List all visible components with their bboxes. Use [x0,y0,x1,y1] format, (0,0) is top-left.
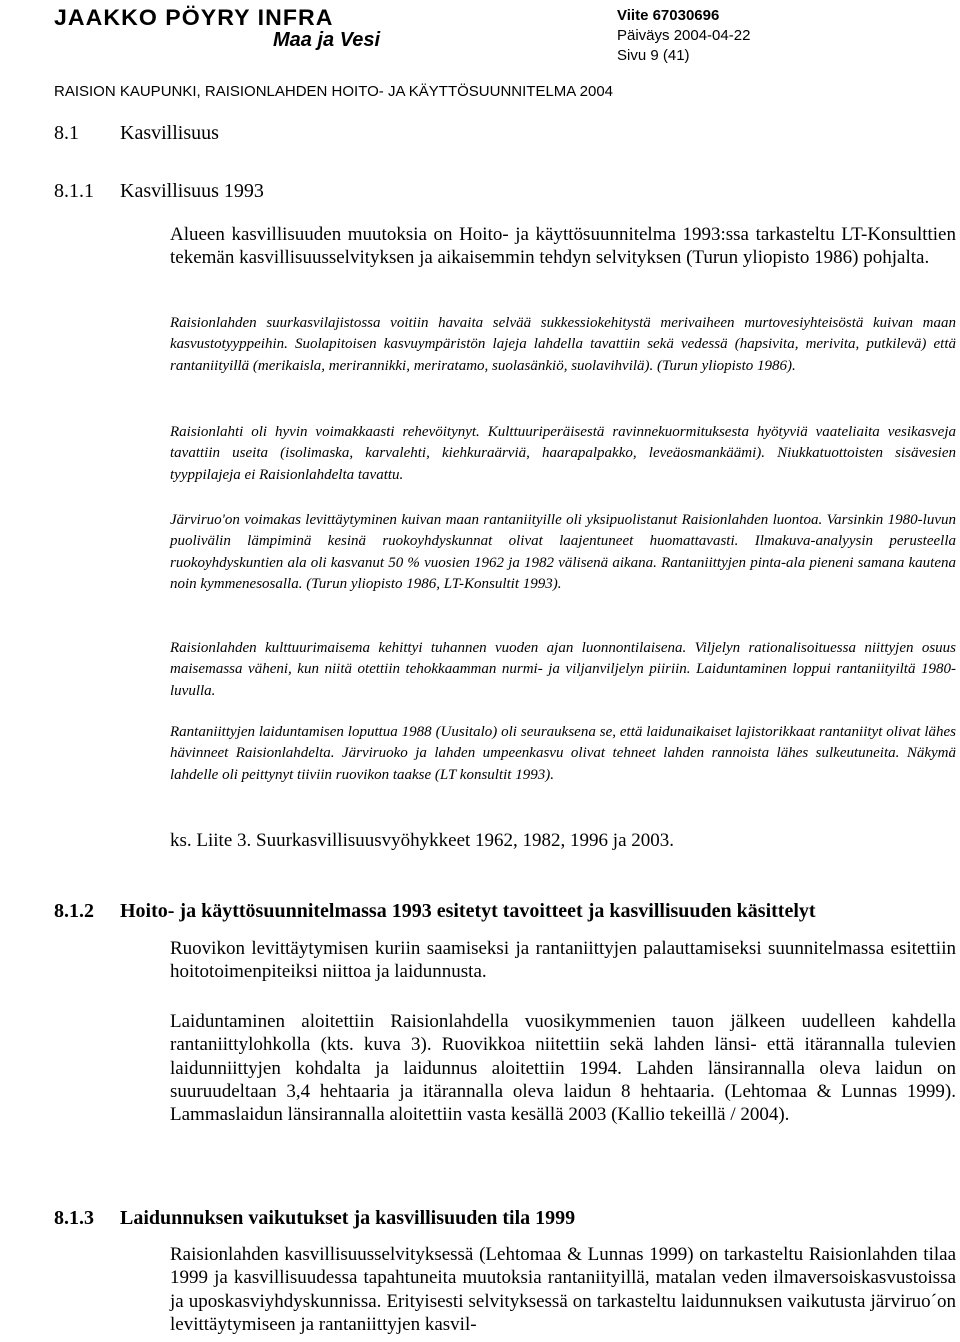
subsection-number: 8.1.2 [54,900,94,922]
quote-paragraph-1: Raisionlahden suurkasvilajistossa voitiin havaita selvää sukkessiokehitystä merivaiheen murtovesiyhteisöstä kuivan maan kasvustotyyppeihin. Suolapitoisen kasvuympäristön lajeja lahdella tavattiin sekä vedessä (hapsivita, merivita, putkilevä) että rantaniityillä (merikaisla, merirannikki, meriratamo, suolasänkiö, suolavihvilä). (Turun yliopisto 1986). [170,315,956,374]
subsection-number: 8.1.1 [54,180,94,202]
section-heading [54,122,219,145]
body-paragraph-1: Ruovikon levittäytymisen kuriin saamiseksi ja rantaniittyjen palauttamiseksi suunnitelmassa esitettiin hoitotoimenpiteiksi niittoa ja laidunnusta. [170,938,956,983]
body-paragraph-3: Raisionlahden kasvillisuusselvityksessä (Lehtomaa & Lunnas 1999) on tarkasteltu Raisionlahden tilaa 1999 ja kasvillisuudessa tapahtuneita muutoksia rantaniityillä, matalan veden ilmaversoiskasvustoissa ja uposkasviyhdyskunnissa. Erityisesti selvityksessä on tarkasteltu laidunnuksen vaikutusta järviruo´on levittäytymiseen ja rantaniittyjen kasvil- [170,1244,956,1335]
appendix-reference: ks. Liite 3. Suurkasvillisuusvyöhykkeet 1962, 1982, 1996 ja 2003. [170,830,675,851]
subsection-heading-1 [54,180,264,203]
section-title: Kasvillisuus [120,122,219,144]
document-date: Päiväys 2004-04-22 [617,27,751,44]
document-meta [617,6,750,66]
subsection-title: Hoito- ja käyttösuunnitelmassa 1993 esitetyt tavoitteet ja kasvillisuuden käsittelyt [120,900,816,922]
company-logo: JAAKKO PÖYRY INFRA [54,5,334,30]
quote-paragraph-5: Rantaniittyjen laiduntamisen loputtua 1988 (Uusitalo) oli seurauksena se, että laidunaikaiset lajistorikkaat rantaniityt olivat lähes hävinneet Raisionlahdelta. Järviruoko ja lahden umpeenkasvu olivat tehneet lahden rannoista lähes sulkeutuneita. Näkymä lahdelle oli peittynyt tiiviin ruovikon taakse (LT konsultit 1993). [170,724,956,783]
body-paragraph-2: Laiduntaminen aloitettiin Raisionlahdella vuosikymmenien tauon jälkeen uudelleen kahdella rantaniittylohkolla (kts. kuva 3). Ruovikkoa niitettiin sekä lahden länsi- että itärannalla tulevien laidunniittyjen kohdalta ja laidunnus aloitettiin 1994. Lahden länsirannalla oleva laidun on suuruudeltaan 3,4 hehtaaria ja itärannalla oleva laidun 8 hehtaaria. (Lehtomaa & Lunnas 1999). Lammaslaidun länsirannalla aloitettiin vasta kesällä 2003 (Kallio tekeillä / 2004). [170,1011,956,1126]
subsection-number: 8.1.3 [54,1207,94,1229]
subsection-title: Kasvillisuus 1993 [120,180,264,202]
intro-paragraph: Alueen kasvillisuuden muutoksia on Hoito- ja käyttösuunnitelma 1993:ssa tarkasteltu LT-Konsulttien tekemän kasvillisuusselvityksen ja aikaisemmin tehdyn selvityksen (Turun yliopisto 1986) pohjalta. [170,224,956,269]
quote-paragraph-4: Raisionlahden kulttuurimaisema kehittyi tuhannen vuoden ajan luonnontilaisena. Viljelyn rationalisoituessa niittyjen osuus maisemassa väheni, kun niitä otettiin tehokkaamman nurmi- ja viljanviljelyn piiriin. Laiduntaminen loppui rantaniityiltä 1980-luvulla. [170,640,956,699]
subsection-heading-2 [54,900,816,923]
section-number: 8.1 [54,122,79,144]
page-number: Sivu 9 (41) [617,47,690,64]
quote-paragraph-3: Järviruo'on voimakas levittäytyminen kuivan maan rantaniityille oli yksipuolistanut Raisionlahden luontoa. Varsinkin 1980-luvun puolivälin lämpiminä kesinä ruokoyhdyskunnat olivat laajentuneet huomattavasti. Ilmakuva-analyysin perusteella ruokoyhdyskuntien ala oli kasvanut 50 % vuosien 1962 ja 1982 välisenä aikana. Rantaniittyjen pinta-ala pieneni samana kautena noin kymmenesosalla. (Turun yliopisto 1986, LT-Konsultit 1993). [170,512,956,592]
document-title: RAISION KAUPUNKI, RAISIONLAHDEN HOITO- JA KÄYTTÖSUUNNITELMA 2004 [54,83,614,100]
reference-number: Viite 67030696 [617,7,720,24]
subsection-title: Laidunnuksen vaikutukset ja kasvillisuuden tila 1999 [120,1207,576,1229]
subsection-heading-3 [54,1207,575,1230]
quote-paragraph-2: Raisionlahti oli hyvin voimakkaasti rehevöitynyt. Kulttuuriperäisestä ravinnekuormituksesta hyötyviä vaateliaita vesikasveja tavattiin useita (isolimaska, karvalehti, kiehkuraärviä, haarapalpakko, leveäosmankäämi). Niukkatuottoisten sisävesien tyyppilajeja ei Raisionlahdelta tavattu. [170,424,956,483]
company-division-logo: Maa ja Vesi [273,29,381,51]
